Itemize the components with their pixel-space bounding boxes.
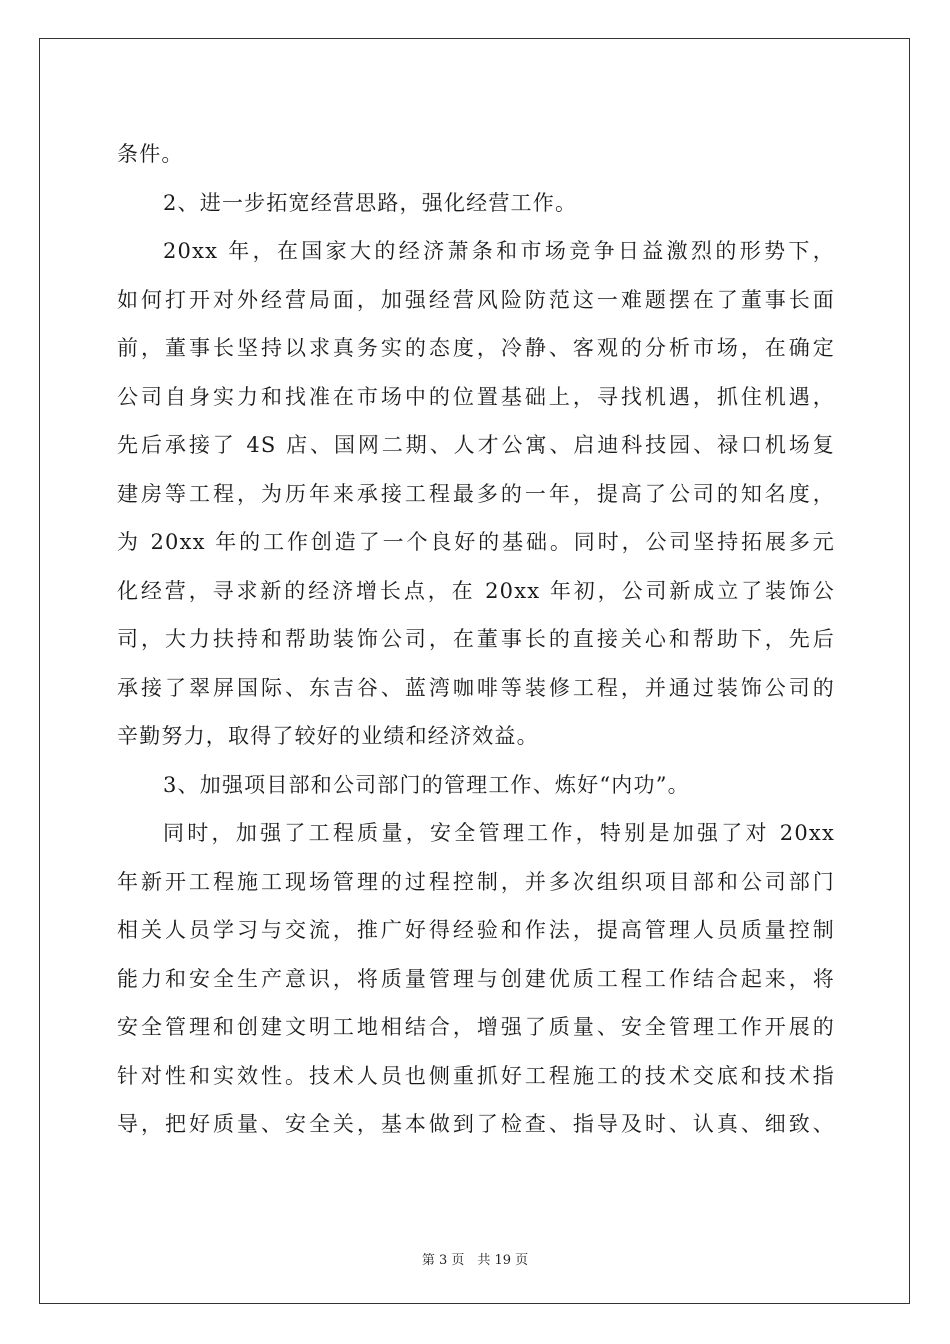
- text-line: 同时，加强了工程质量，安全管理工作，特别是加强了对 20xx: [163, 821, 835, 845]
- text-line: 安全管理和创建文明工地相结合，增强了质量、安全管理工作开展的: [117, 1015, 835, 1039]
- document-body: [117, 130, 835, 1149]
- text-line: 相关人员学习与交流，推广好得经验和作法，提高管理人员质量控制: [117, 918, 835, 942]
- section-heading: 2、进一步拓宽经营思路，强化经营工作。: [163, 190, 578, 215]
- text-line: 能力和安全生产意识，将质量管理与创建优质工程工作结合起来，将: [117, 966, 835, 991]
- text-line: 20xx 年，在国家大的经济萧条和市场竞争日益激烈的形势下，: [163, 239, 835, 263]
- section-heading: 3、加强项目部和公司部门的管理工作、炼好“内功”。: [163, 772, 690, 797]
- text-line: 建房等工程，为历年来承接工程最多的一年，提高了公司的知名度，: [117, 481, 835, 506]
- text-line: 导，把好质量、安全关，基本做到了检查、指导及时、认真、细致、: [117, 1112, 835, 1136]
- text-line: 为 20xx 年的工作创造了一个良好的基础。同时，公司坚持拓展多元: [117, 530, 835, 554]
- text-line: 条件。: [117, 142, 184, 166]
- text-line: 司，大力扶持和帮助装饰公司，在董事长的直接关心和帮助下，先后: [117, 627, 835, 651]
- text-line: 辛勤努力，取得了较好的业绩和经济效益。: [117, 724, 539, 748]
- text-line: 前，董事长坚持以求真务实的态度，冷静、客观的分析市场，在确定: [117, 336, 835, 360]
- page-number-footer: 第 3 页 共 19 页: [421, 1253, 529, 1268]
- text-line: 承接了翠屏国际、东吉谷、蓝湾咖啡等装修工程，并通过装饰公司的: [117, 675, 835, 700]
- text-line: 先后承接了 4S 店、国网二期、人才公寓、启迪科技园、禄口机场复: [117, 433, 835, 457]
- text-line: 如何打开对外经营局面，加强经营风险防范这一难题摆在了董事长面: [117, 287, 835, 312]
- text-line: 化经营，寻求新的经济增长点，在 20xx 年初，公司新成立了装饰公: [117, 578, 835, 603]
- text-line: 针对性和实效性。技术人员也侧重抓好工程施工的技术交底和技术指: [117, 1063, 835, 1088]
- text-line: 年新开工程施工现场管理的过程控制，并多次组织项目部和公司部门: [117, 869, 835, 894]
- text-line: 公司自身实力和找准在市场中的位置基础上，寻找机遇，抓住机遇，: [117, 384, 835, 409]
